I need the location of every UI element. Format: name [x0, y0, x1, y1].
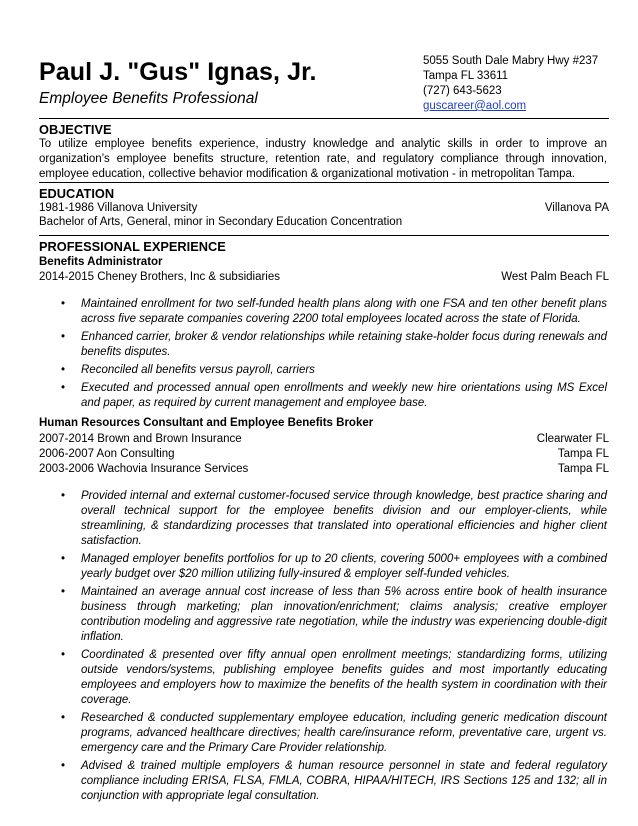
employer-row: [39, 270, 609, 285]
employer-name: 2003-2006 Wachovia Insurance Services: [39, 463, 249, 475]
job-role: [39, 416, 609, 431]
employer-location: Tampa FL: [557, 463, 609, 475]
email-link[interactable]: guscareer@aol.com: [423, 100, 527, 112]
list-item: • Maintained an average annual cost increase of less than 5% across entire book of health insurance business through marketing; plan innovation/enrichment; claims analysis; creative employer contribution modeling and aggressive rate negotiation, while the industry was experiencing double-digit inflation.: [61, 586, 607, 643]
employer-name: 2014-2015 Cheney Brothers, Inc & subsidiaries: [39, 271, 281, 283]
education-degree: Bachelor of Arts, General, minor in Secondary Education Concentration: [39, 216, 403, 228]
section-divider: [39, 118, 609, 119]
objective-heading: OBJECTIVE: [39, 122, 112, 137]
employer-location: Tampa FL: [557, 448, 609, 460]
candidate-title: Employee Benefits Professional: [39, 90, 258, 107]
job-role-title: Human Resources Consultant and Employee Benefits Broker: [39, 417, 374, 429]
employer-name: 2006-2007 Aon Consulting: [39, 448, 175, 460]
employer-row: [39, 447, 609, 462]
employer-location: West Palm Beach FL: [501, 271, 609, 283]
education-location: Villanova PA: [544, 202, 609, 214]
experience-heading: PROFESSIONAL EXPERIENCE: [39, 239, 226, 254]
education-school: 1981-1986 Villanova University: [39, 202, 198, 214]
address-line-1: 5055 South Dale Mabry Hwy #237: [423, 55, 599, 67]
phone-number: (727) 643-5623: [423, 85, 502, 97]
list-item: • Executed and processed annual open enrollments and weekly new hire orientations using MS Excel and paper, as required by current management and employee base.: [61, 382, 607, 409]
job-1-bullets: [0, 297, 638, 414]
list-item: • Coordinated & presented over fifty annual open enrollment meetings; standardizing forms, utilizing outside vendors/systems, publishing employee benefits guides and most importantly educating employees and employers how to maximize the benefits of the health system in coordination with their coverage.: [61, 649, 607, 706]
job-role: [39, 255, 609, 270]
education-row: [39, 201, 609, 216]
list-item: • Advised & trained multiple employers & human resource personnel in state and federal regulatory compliance including ERISA, FLSA, FMLA, COBRA, HIPAA/HITECH, IRS Sections 125 and 132; all in conjunction with appropriate legal consultation.: [61, 760, 607, 802]
education-heading: EDUCATION: [39, 186, 115, 201]
list-item: • Enhanced carrier, broker & vendor relationships while retaining stake-holder focus during renewals and benefits disputes.: [61, 331, 607, 358]
employer-location: Clearwater FL: [536, 433, 609, 445]
list-item: • Maintained enrollment for two self-funded health plans along with one FSA and ten other benefit plans across five separate companies covering 2200 total employees located across the state of Florida.: [61, 298, 607, 325]
employer-name: 2007-2014 Brown and Brown Insurance: [39, 433, 242, 445]
candidate-name: Paul J. "Gus" Ignas, Jr.: [39, 58, 317, 86]
contact-block: [423, 54, 598, 114]
list-item: • Researched & conducted supplementary employee education, including generic medication discount programs, advanced healthcare directives; health care/insurance reform, preventative care, urgent vs. emergency care and the Primary Care Provider relationship.: [61, 712, 607, 754]
education-degree-row: [39, 215, 609, 230]
job-2-bullets: [0, 489, 638, 807]
list-item: • Managed employer benefits portfolios for up to 20 clients, covering 5000+ employees with a combined yearly budget over $20 million utilizing fully-insured & employer self-funded vehicles.: [61, 553, 607, 580]
job-role-title: Benefits Administrator: [39, 256, 163, 268]
employer-row: [39, 462, 609, 477]
section-divider: [39, 182, 609, 183]
list-item: • Reconciled all benefits versus payroll, carriers: [61, 364, 315, 376]
objective-text: To utilize employee benefits experience, industry knowledge and analytic skills in order to improve an organization’s employee benefits structure, retention rate, and regulatory compliance through innovation, employee education, collective behavior modification & organizational motivation - in metropolitan Tampa.: [39, 138, 607, 180]
section-divider: [39, 235, 609, 236]
address-line-2: Tampa FL 33611: [423, 70, 509, 82]
employer-row: [39, 432, 609, 447]
list-item: • Provided internal and external customer-focused service through knowledge, best practice sharing and overall technical support for the employee benefits division and our employer-clients, while streamlining, & standardizing processes that translated into operational efficiencies and higher client satisfaction.: [61, 490, 607, 547]
